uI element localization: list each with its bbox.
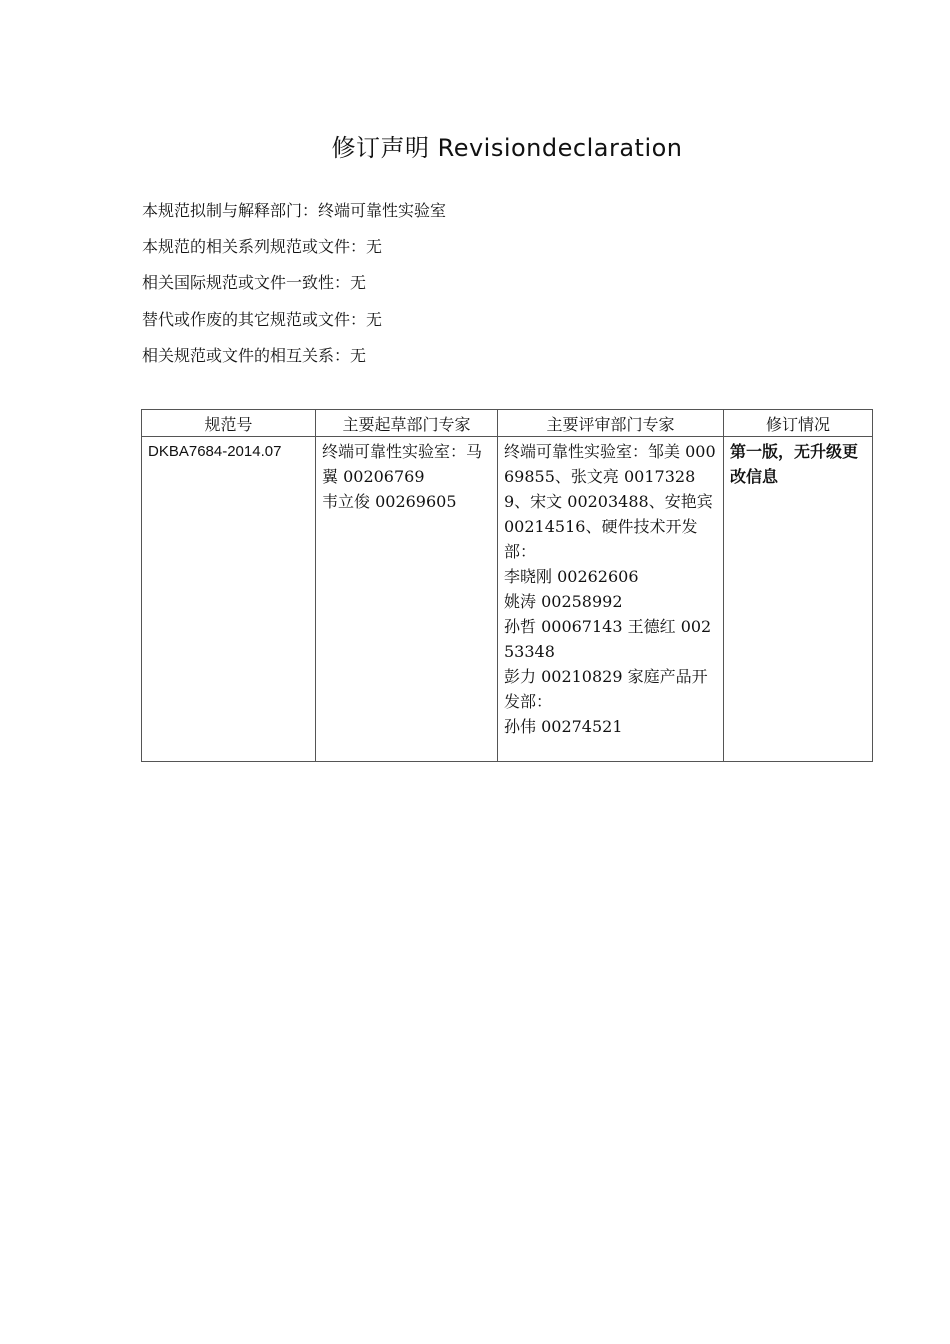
reviewers-line-5: 彭力 00210829 家庭产品开发部： <box>504 667 708 711</box>
reviewers-line-2: 李晓刚 00262606 <box>504 567 639 586</box>
info-relationships: 相关规范或文件的相互关系：无 <box>142 346 367 365</box>
info-international-consistency: 相关国际规范或文件一致性：无 <box>142 273 367 292</box>
page-title: 修订声明 Revisiondeclaration <box>331 134 683 162</box>
reviewers-line-1: 终端可靠性实验室：邹美 00069855、张文亮 00173289、宋文 00203488、安艳宾 00214516、硬件技术开发部： <box>504 442 716 561</box>
header-reviewers: 主要评审部门专家 <box>498 410 724 437</box>
header-spec-no: 规范号 <box>142 410 316 437</box>
drafters-line-2: 韦立俊 00269605 <box>322 492 457 511</box>
table-row <box>142 437 873 762</box>
reviewers-line-3: 姚涛 00258992 <box>504 592 623 611</box>
cell-spec-no: DKBA7684-2014.07 <box>142 437 316 762</box>
info-related-series: 本规范的相关系列规范或文件：无 <box>142 237 383 256</box>
cell-status: 第一版，无升级更改信息 <box>724 437 873 762</box>
info-drafting-dept: 本规范拟制与解释部门：终端可靠性实验室 <box>142 201 447 220</box>
header-status: 修订情况 <box>724 410 873 437</box>
cell-drafters <box>316 437 498 762</box>
table-header-row <box>142 410 873 437</box>
cell-reviewers <box>498 437 724 762</box>
revision-table <box>141 409 873 762</box>
reviewers-line-4: 孙哲 00067143 王德红 00253348 <box>504 617 712 661</box>
reviewers-line-6: 孙伟 00274521 <box>504 717 623 736</box>
info-replaced-docs: 替代或作废的其它规范或文件：无 <box>142 310 383 329</box>
header-drafters: 主要起草部门专家 <box>316 410 498 437</box>
drafters-line-1: 终端可靠性实验室：马翼 00206769 <box>322 442 483 486</box>
